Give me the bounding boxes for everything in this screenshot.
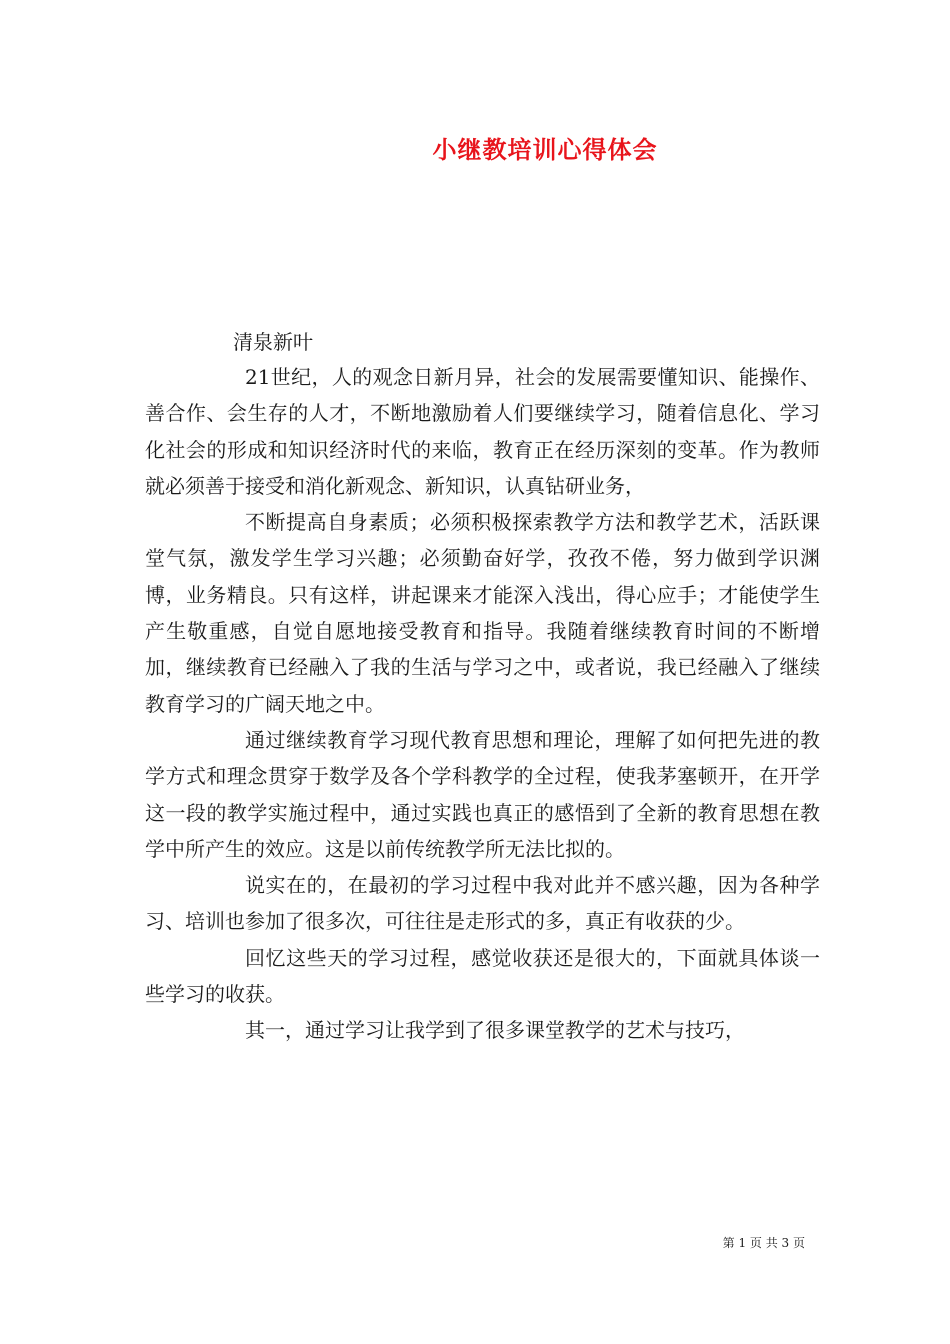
document-body bbox=[145, 359, 820, 1049]
paragraph: 回忆这些天的学习过程，感觉收获还是很大的，下面就具体谈一些学习的收获。 bbox=[145, 945, 820, 1007]
paragraph: 通过继续教育学习现代教育思想和理论，理解了如何把先进的教学方式和理念贯穿于数学及各个学科教学的全过程，使我茅塞顿开，在开学这一段的教学实施过程中，通过实践也真正的感悟到了全新的教育思想在教学中所产生的效应。这是以前传统教学所无法比拟的。 bbox=[145, 727, 820, 861]
author-name: 清泉新叶 bbox=[233, 330, 313, 354]
paragraph: 21世纪，人的观念日新月异，社会的发展需要懂知识、能操作、善合作、会生存的人才，不断地激励着人们要继续学习，随着信息化、学习化社会的形成和知识经济时代的来临，教育正在经历深刻的变革。作为教师就必须善于接受和消化新观念、新知识，认真钻研业务， bbox=[145, 365, 820, 498]
page-number-footer: 第 1 页 共 3 页 bbox=[722, 1236, 805, 1250]
document-title: 小继教培训心得体会 bbox=[432, 135, 658, 164]
paragraph: 其一，通过学习让我学到了很多课堂教学的艺术与技巧， bbox=[245, 1018, 745, 1043]
paragraph: 说实在的，在最初的学习过程中我对此并不感兴趣，因为各种学习、培训也参加了很多次，可往往是走形式的多，真正有收获的少。 bbox=[145, 873, 820, 934]
paragraph: 不断提高自身素质；必须积极探索教学方法和教学艺术，活跃课堂气氛，激发学生学习兴趣；必须勤奋好学，孜孜不倦，努力做到学识渊博，业务精良。只有这样，讲起课来才能深入浅出，得心应手；才能使学生产生敬重感，自觉自愿地接受教育和指导。我随着继续教育时间的不断增加，继续教育已经融入了我的生活与学习之中，或者说，我已经融入了继续教育学习的广阔天地之中。 bbox=[145, 510, 820, 716]
